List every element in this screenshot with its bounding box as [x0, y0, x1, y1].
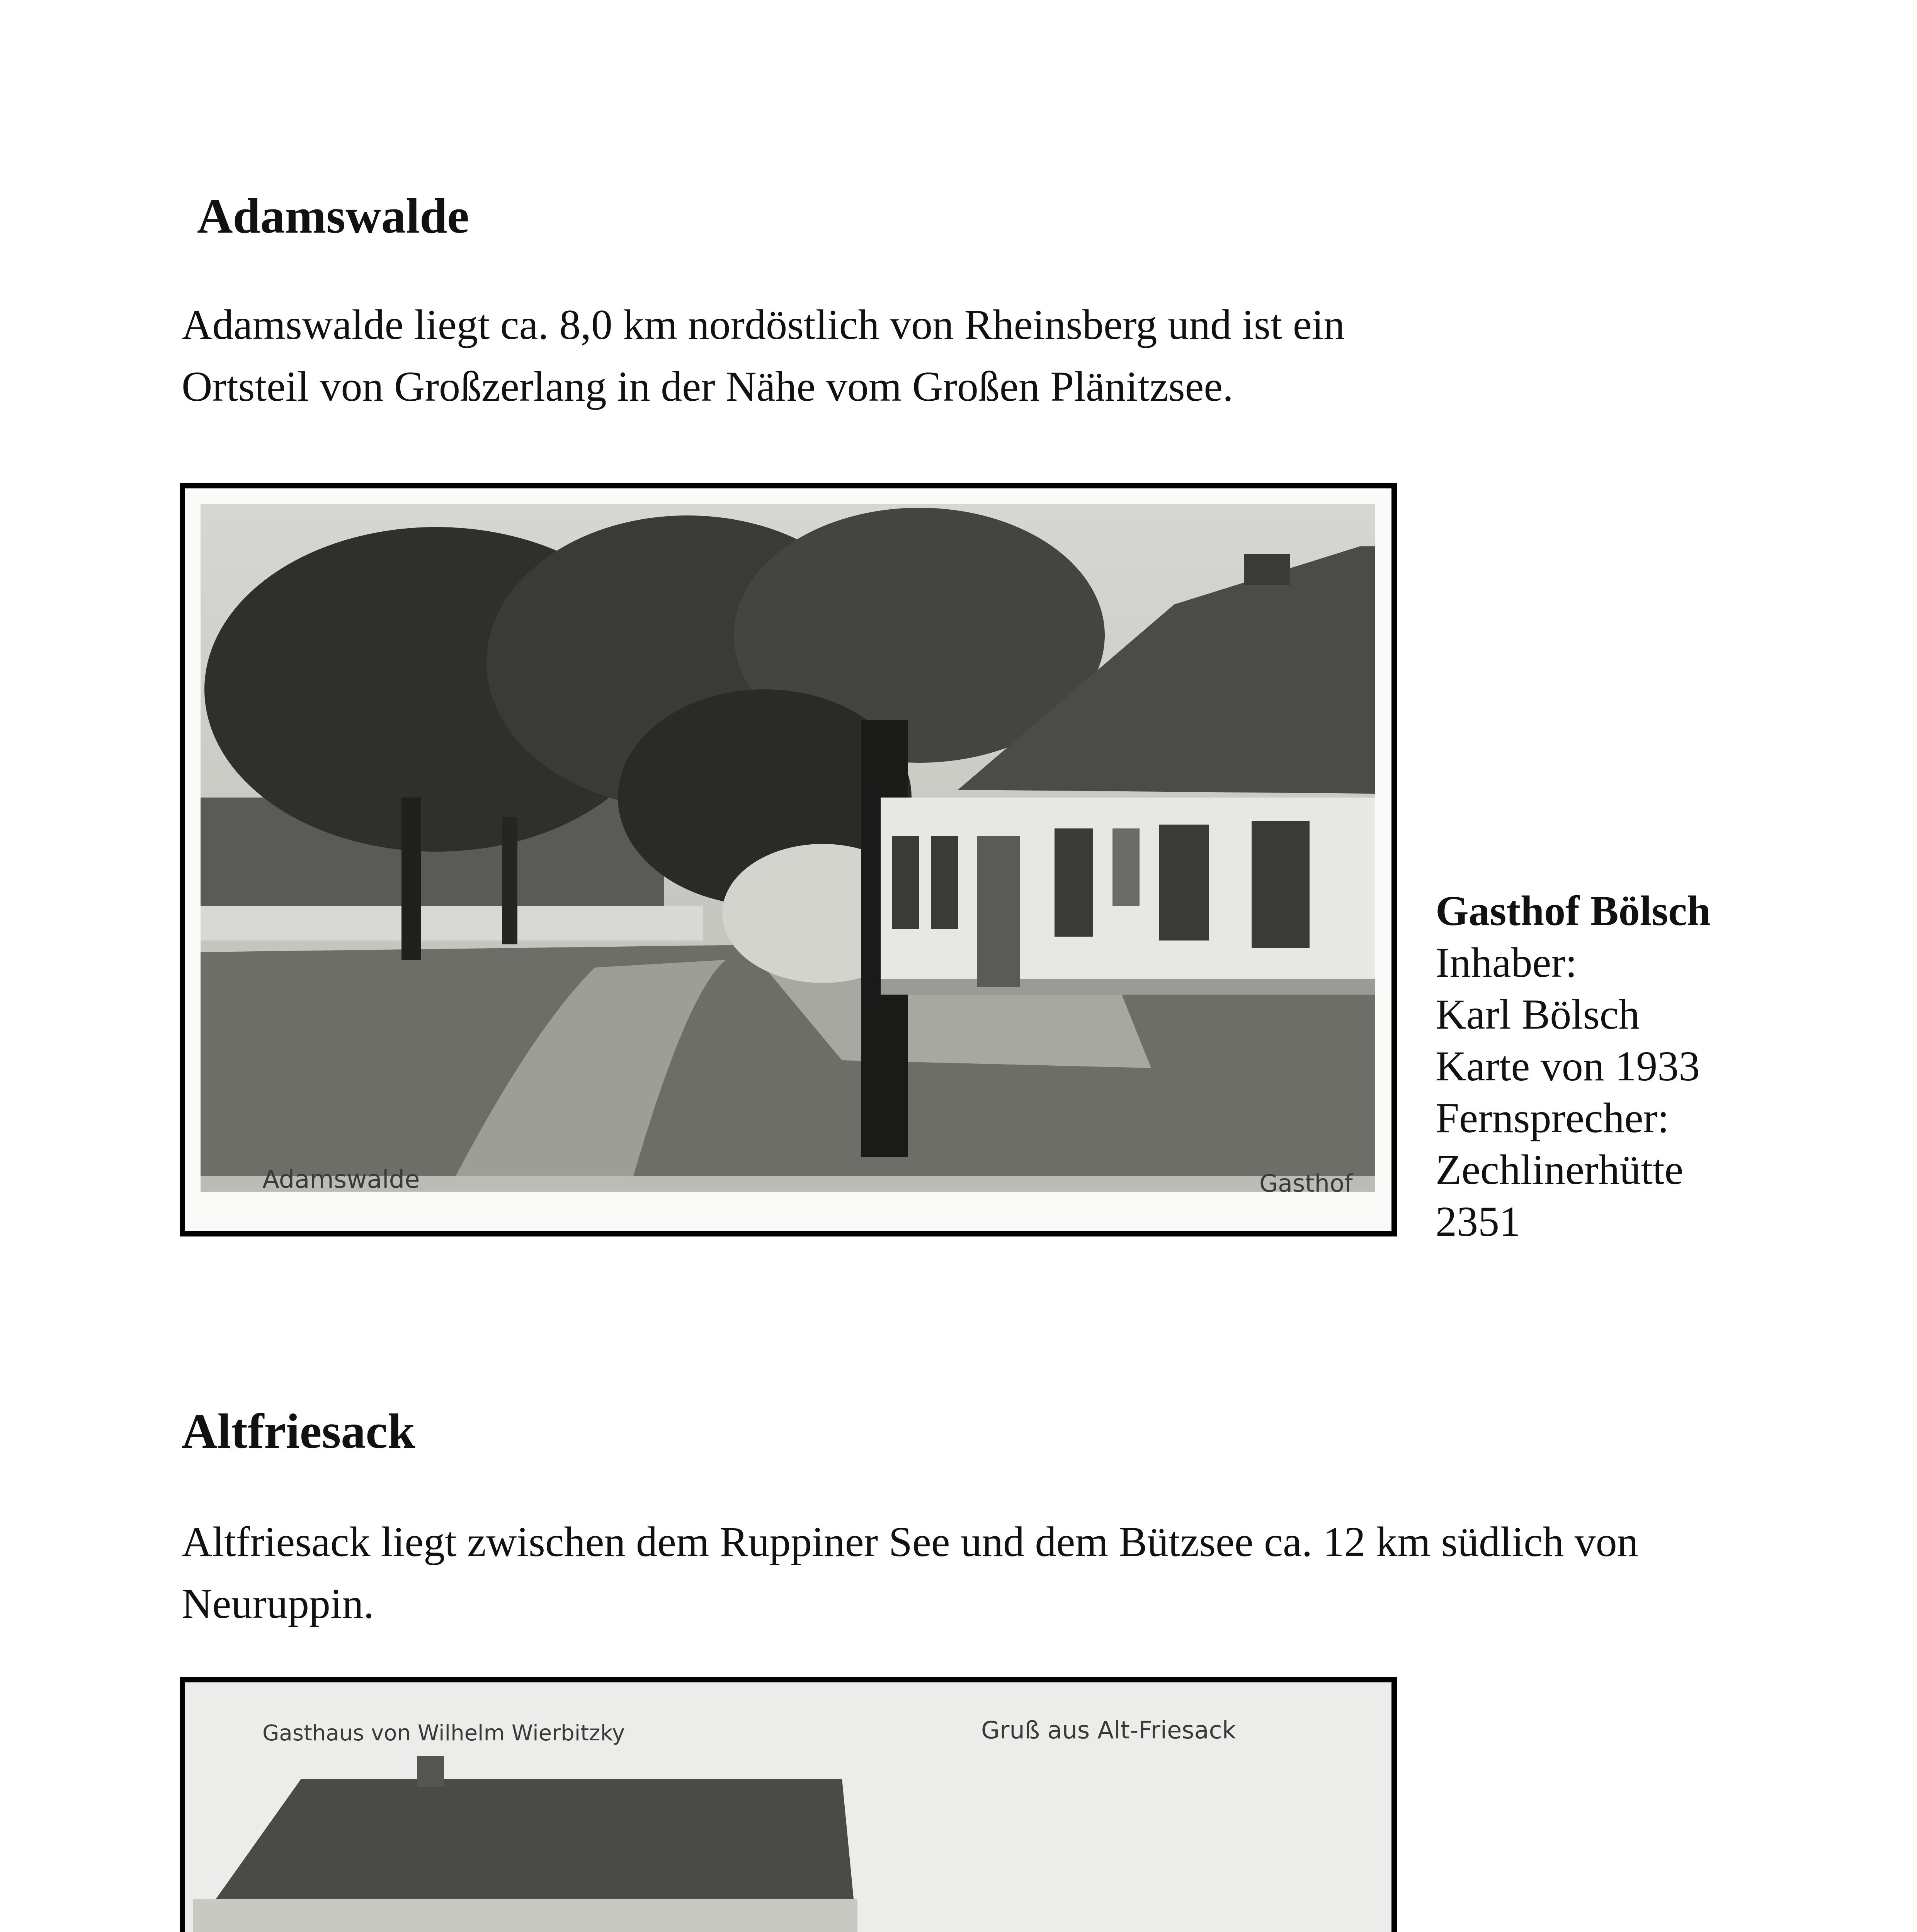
caption-title: Gasthof Bölsch [1436, 887, 1711, 934]
caption-gasthof-boelsch [1436, 885, 1711, 1247]
postcard-label-left: Adamswalde [262, 1165, 420, 1194]
photo-postcard-gasthaus-wierbitzky [180, 1677, 1397, 1932]
caption-line: 2351 [1436, 1198, 1521, 1245]
section-text-adamswalde [182, 294, 1345, 417]
caption-line: Zechlinerhütte [1436, 1146, 1684, 1193]
section-text-altfriesack [182, 1511, 1638, 1634]
text-line: Neuruppin. [182, 1580, 374, 1627]
text-line: Ortsteil von Großzerlang in der Nähe vom Großen Plänitzsee. [182, 363, 1233, 410]
caption-line: Karl Bölsch [1436, 991, 1640, 1038]
postcard-image [185, 1682, 1391, 1932]
section-title-altfriesack: Altfriesack [182, 1404, 415, 1459]
section-title-adamswalde: Adamswalde [197, 189, 469, 243]
postcard-label-right: Gruß aus Alt-Friesack [981, 1716, 1236, 1744]
postcard-image [185, 488, 1391, 1231]
text-line: Altfriesack liegt zwischen dem Ruppiner See und dem Bützsee ca. 12 km südlich von [182, 1518, 1638, 1565]
caption-line: Fernsprecher: [1436, 1094, 1669, 1141]
caption-line: Karte von 1933 [1436, 1043, 1700, 1090]
text-line: Adamswalde liegt ca. 8,0 km nordöstlich von Rheinsberg und ist ein [182, 301, 1345, 348]
postcard-label-right: Gasthof [1259, 1169, 1353, 1197]
caption-line: Inhaber: [1436, 939, 1577, 986]
photo-postcard-gasthof-boelsch [180, 483, 1397, 1236]
postcard-label-left: Gasthaus von Wilhelm Wierbitzky [262, 1721, 625, 1746]
